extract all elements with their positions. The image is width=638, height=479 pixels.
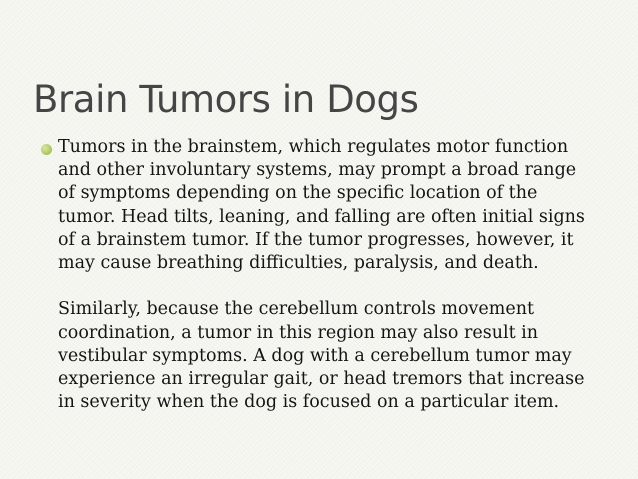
paragraph-1-line: of a brainstem tumor. If the tumor progresses, however, it — [58, 229, 574, 250]
paragraph-1-line: tumor. Head tilts, leaning, and falling are often initial signs — [58, 206, 585, 227]
paragraph-1-line: may cause breathing difficulties, paralysis, and death. — [58, 253, 539, 274]
paragraph-1-line: and other involuntary systems, may prompt a broad range — [58, 160, 577, 181]
paragraph-gap — [58, 275, 598, 298]
bullet-text — [58, 136, 598, 414]
paragraph-2-line: coordination, a tumor in this region may also result in — [58, 322, 539, 343]
paragraph-1-line: Tumors in the brainstem, which regulates motor function — [58, 137, 569, 157]
paragraph-2-line: in severity when the dog is focused on a particular item. — [58, 392, 560, 413]
paragraph-2-line: experience an irregular gait, or head tremors that increase — [58, 369, 585, 390]
paragraph-2-line: Similarly, because the cerebellum controls movement — [58, 299, 535, 320]
slide-title: Brain Tumors in Dogs — [33, 78, 419, 121]
paragraph-2-line: vestibular symptoms. A dog with a cerebellum tumor may — [58, 345, 572, 366]
bullet-dot-icon — [41, 144, 52, 155]
paragraph-1-line: of symptoms depending on the specific location of the — [58, 183, 538, 204]
